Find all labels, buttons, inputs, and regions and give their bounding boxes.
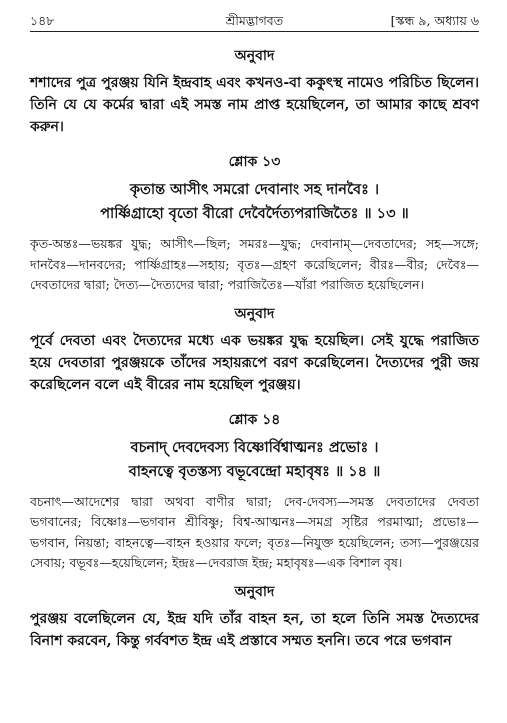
synonyms-paragraph: কৃত-অন্তঃ—ভয়ঙ্কর যুদ্ধ; আসীৎ—ছিল; সমরঃ—যুদ্ধ; দেবানাম্—দেবতাদের; সহ—সঙ্গে; দানবৈঃ—দানবদের; পার্ষ্ণিগ্রাহঃ—সহায়; বৃতঃ—গ্রহণ করেছিলেন; বীরঃ—বীর; দেবৈঃ—দেবতাদের দ্বারা; দৈত্য—দৈত্যদের দ্বারা; পরাজিতৈঃ—যাঁরা পরাজিত হয়েছিলেন। bbox=[30, 236, 479, 292]
book-title: শ্রীমদ্ভাগবত bbox=[225, 13, 284, 28]
translation-paragraph: পূর্বে দেবতা এবং দৈত্যদের মধ্যে এক ভয়ঙ্কর যুদ্ধ হয়েছিল। সেই যুদ্ধে পরাজিত হয়ে দেবতারা পুরঞ্জয়কে তাঁদের সহায়রূপে বরণ করেছিলেন। দৈত্যদের পুরী জয় করেছিলেন বলে এই বীরের নাম হয়েছিল পুরঞ্জয়। bbox=[30, 332, 479, 393]
translation-heading: অনুবাদ bbox=[234, 48, 275, 64]
verse-line: বাহনত্বে বৃতস্তস্য বভূবেন্দ্রো মহাবৃষঃ ॥ ১৪ ॥ bbox=[128, 462, 381, 480]
page-header bbox=[30, 0, 479, 38]
translation-heading: অনুবাদ bbox=[234, 583, 275, 600]
chapter-reference: [স্কন্ধ ৯, অধ্যায় ৬ bbox=[390, 13, 479, 28]
page-number: ১৪৮ bbox=[30, 13, 55, 28]
verse-line: বচনাদ্ দেবদেবস্য বিষ্ণোর্বিশ্বাত্মনঃ প্রভোঃ । bbox=[130, 438, 379, 456]
verse-heading: শ্লোক ১৪ bbox=[228, 411, 281, 428]
verse-heading: শ্লোক ১৩ bbox=[228, 154, 281, 170]
verse-line: পার্ষ্ণিগ্রাহো বৃতো বীরো দেবৈর্দৈত্যপরাজিতৈঃ ॥ ১৩ ॥ bbox=[100, 205, 409, 222]
verse-text bbox=[30, 178, 479, 226]
translation-heading: অনুবাদ bbox=[234, 305, 275, 322]
verse-line: কৃতান্ত আসীৎ সমরো দেবানাং সহ দানবৈঃ । bbox=[129, 181, 380, 198]
header-rule bbox=[30, 31, 479, 32]
synonyms-paragraph: বচনাৎ—আদেশের দ্বারা অথবা বাণীর দ্বারা; দেব-দেবস্য—সমস্ত দেবতাদের দেবতা ভগবানের; বিষ্ণোঃ—ভগবান শ্রীবিষ্ণু; বিশ্ব-আত্মনঃ—সমগ্র সৃষ্টির পরমাত্মা; প্রভোঃ—ভগবান, নিয়ন্তা; বাহনত্বে—বাহন হওয়ার ফলে; বৃতঃ—নিযুক্ত হয়েছিলেন; তস্য—পুরঞ্জয়ের সেবায়; বভূবঃ—হয়েছিলেন; ইন্দ্রঃ—দেবরাজ ইন্দ্র; মহাবৃষঃ—এক বিশাল বৃষ। bbox=[30, 493, 479, 570]
translation-paragraph: পুরঞ্জয় বলেছিলেন যে, ইন্দ্র যদি তাঁর বাহন হন, তা হলে তিনি সমস্ত দৈত্যদের বিনাশ করবেন, কিন্তু গর্ববশত ইন্দ্র এই প্রস্তাবে সম্মত হননি। তবে পরে ভগবান bbox=[30, 610, 479, 649]
verse-text bbox=[30, 436, 479, 484]
translation-paragraph: শশাদের পুত্র পুরঞ্জয় যিনি ইন্দ্রবাহ এবং কখনও-বা ককুৎস্থ নামেও পরিচিত ছিলেন। তিনি যে যে কর্মের দ্বারা এই সমস্ত নাম প্রাপ্ত হয়েছিলেন, তা আমার কাছে শ্রবণ করুন। bbox=[30, 75, 479, 135]
